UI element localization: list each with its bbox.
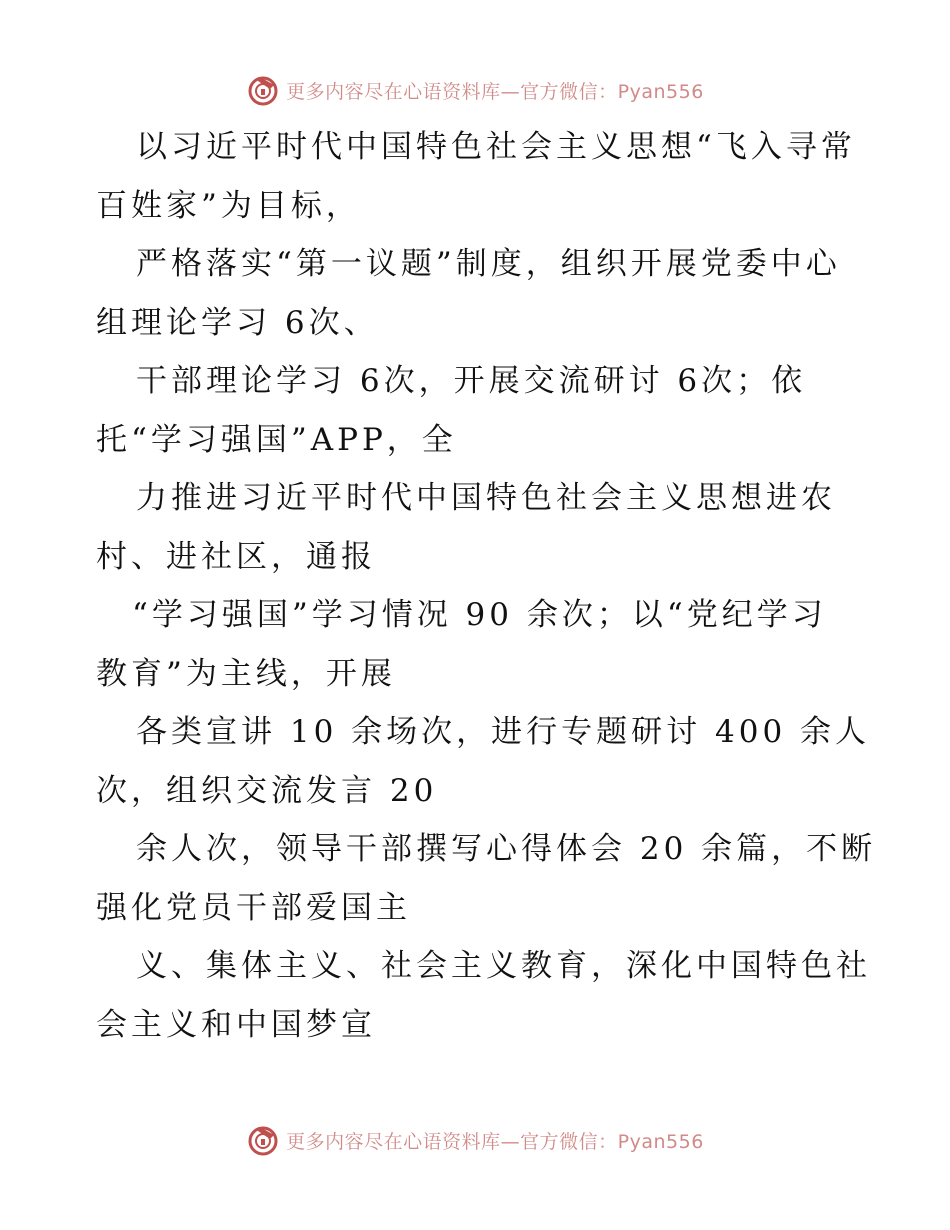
- document-body: [96, 118, 877, 1054]
- text-line: 次，组织交流发言 20: [96, 772, 438, 809]
- stamp-logo-icon: [246, 1123, 280, 1157]
- text-line: 干部理论学习 6次，开展交流研讨 6次；依: [136, 363, 807, 399]
- header-watermark: [0, 70, 950, 110]
- text-line: 以习近平时代中国特色社会主义思想“飞入寻常: [136, 129, 856, 165]
- text-line: 百姓家”为目标，: [96, 187, 361, 224]
- stamp-logo-icon: [246, 73, 280, 107]
- text-line: 余人次，领导干部撰写心得体会 20 余篇，不断: [136, 831, 877, 867]
- text-line: 村、进社区，通报: [96, 538, 376, 575]
- text-line: 义、集体主义、社会主义教育，深化中国特色社: [136, 948, 871, 984]
- text-line: 各类宣讲 10 余场次，进行专题研讨 400 余人: [136, 714, 871, 750]
- text-line: 组理论学习 6次、: [96, 304, 379, 341]
- text-line: 教育”为主线，开展: [96, 655, 396, 692]
- text-line: 托“学习强国”APP，全: [96, 421, 457, 458]
- text-line: 会主义和中国梦宣: [96, 1006, 376, 1043]
- watermark-text: 更多内容尽在心语资料库—官方微信：Pyan556: [286, 80, 704, 103]
- text-line: “学习强国”学习情况 90 余次；以“党纪学习: [132, 597, 827, 633]
- text-line: 力推进习近平时代中国特色社会主义思想进农: [136, 480, 836, 516]
- watermark-text: 更多内容尽在心语资料库—官方微信：Pyan556: [286, 1130, 704, 1153]
- text-line: 强化党员干部爱国主: [96, 889, 411, 926]
- text-line: 严格落实“第一议题”制度，组织开展党委中心: [136, 246, 841, 282]
- footer-watermark: [0, 1120, 950, 1160]
